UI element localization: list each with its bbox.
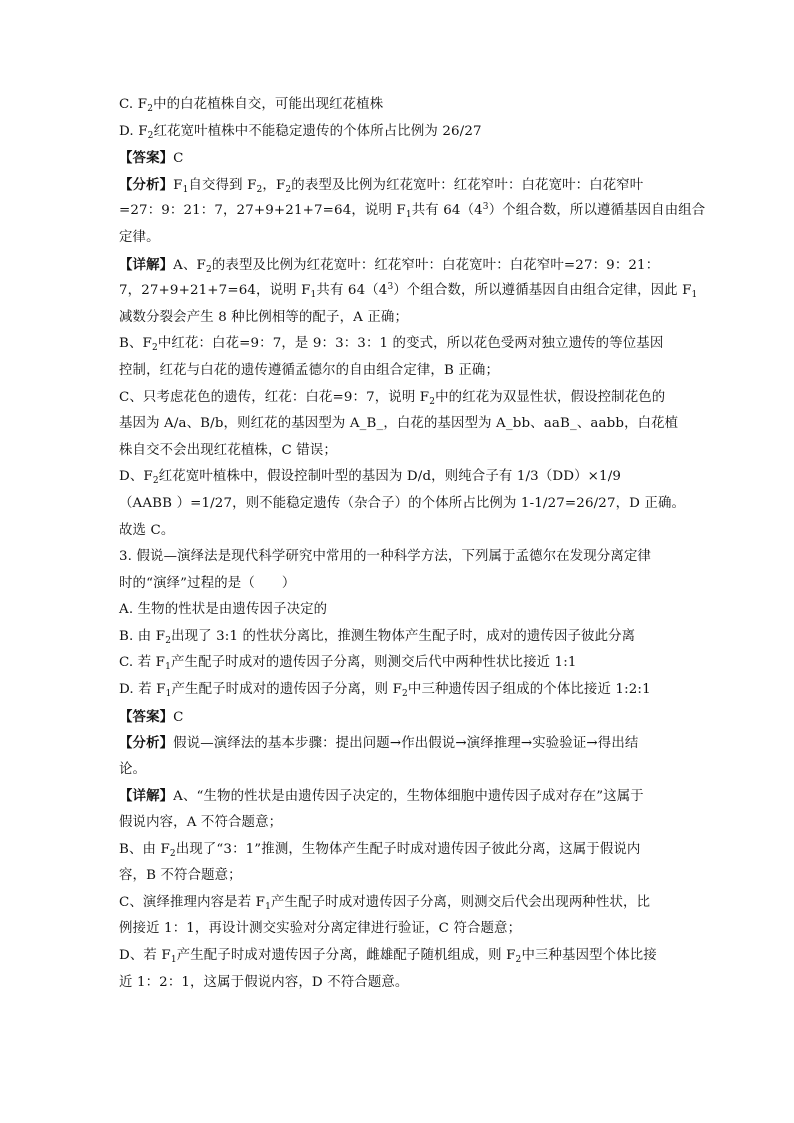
text-line (119, 970, 679, 997)
text-run: D、F (119, 469, 153, 485)
text-line (119, 438, 679, 465)
text-line (119, 677, 679, 704)
subscript: 1 (182, 184, 189, 195)
text-run: 中的白花植株自交，可能出现红花植株 (153, 97, 384, 112)
text-run: ）个组合数，所以遵循基因自由组合定律，因此 F (393, 283, 692, 299)
subscript: 2 (152, 476, 159, 487)
subscript: 1 (265, 901, 271, 912)
subscript: 2 (429, 396, 436, 407)
text-run: 共有 64（4 (316, 283, 388, 299)
text-line (119, 650, 679, 677)
text-line (119, 837, 679, 864)
text-line (119, 916, 679, 943)
text-line (119, 225, 679, 252)
text-run: 容，B 不符合题意； (119, 868, 242, 884)
subscript: 1 (165, 689, 172, 700)
text-run: 7，27+9+21+7=64，说明 F (119, 283, 311, 299)
text-run: 论。 (119, 761, 147, 777)
text-run: 中红花：白花=9：7，是 9：3：3：1 的变式，所以花色受两对独立遗传的等位基因 (157, 336, 664, 352)
text-line (119, 624, 679, 651)
text-line (119, 810, 679, 837)
text-run: 定律。 (119, 229, 160, 245)
text-run: C、只考虑花色的遗传，红花：白花=9：7，说明 F (119, 389, 430, 405)
subscript: 1 (170, 955, 177, 965)
subscript: 2 (285, 184, 292, 195)
text-line (119, 571, 679, 598)
section-label: 【详解】 (119, 788, 174, 805)
text-line (119, 544, 679, 571)
text-run: 中三种遗传因子组成的个体比接近 1:2:1 (407, 682, 651, 698)
section-label: 【分析】 (119, 735, 174, 752)
text-line (119, 464, 679, 491)
text-run: 例接近 1：1，再设计测交实验对分离定律进行验证，C 符合题意； (119, 921, 522, 937)
text-run: A. 生物的性状是由遗传因子决定的 (119, 602, 328, 618)
text-run: D. 若 F (119, 682, 166, 698)
subscript: 2 (169, 848, 176, 859)
text-run: A、“生物的性状是由遗传因子决定的，生物体细胞中遗传因子成对存在”这属于 (173, 789, 644, 805)
text-run: C. F (119, 97, 148, 112)
section-label: 【分析】 (119, 176, 174, 193)
text-line (119, 305, 679, 332)
subscript: 2 (256, 184, 263, 195)
text-run: 控制，红花与白花的遗传遵循孟德尔的自由组合定律，B 正确； (119, 362, 499, 378)
text-run: 假说—演绎法的基本步骤：提出问题→作出假说→演绎推理→实验验证→得出结 (173, 736, 639, 752)
text-line (119, 331, 679, 358)
subscript: 2 (402, 689, 408, 700)
text-run: 红花宽叶植株中不能稳定遗传的个体所占比例为 26/27 (153, 123, 482, 139)
text-run: 产生配子时成对遗传因子分离，雌雄配子随机组成，则 F (176, 948, 516, 963)
text-run: 出现了“3：1”推测，生物体产生配子时成对遗传因子彼此分离，这属于假说内 (175, 841, 641, 857)
text-run: A、F (173, 257, 206, 273)
text-line (119, 145, 679, 172)
subscript: 1 (405, 210, 412, 221)
text-line (119, 943, 679, 970)
text-line (119, 783, 679, 810)
text-line (119, 704, 679, 731)
text-run: 的表型及比例为红花宽叶：红花窄叶：白花宽叶：白花窄叶=27：9：21： (211, 257, 660, 273)
text-run: （AABB ）=1/27，则不能稳定遗传（杂合子）的个体所占比例为 1-1/27=26/27，D 正确。 (119, 495, 686, 511)
text-run: 产生配子时成对的遗传因子分离，则 F (171, 682, 403, 698)
subscript: 1 (310, 290, 317, 301)
section-label: 【答案】 (119, 150, 174, 167)
text-run: 基因为 A/a、B/b，则红花的基因型为 A_B_，白花的基因型为 A_bb、aaB_、aabb，白花植 (119, 416, 679, 432)
superscript: 3 (482, 202, 489, 213)
text-run: B、F (119, 336, 152, 352)
superscript: 3 (387, 282, 394, 293)
text-run: D. F (119, 123, 148, 139)
text-run: B、由 F (119, 841, 170, 857)
subscript: 2 (147, 130, 154, 141)
text-run: C (173, 709, 184, 725)
text-run: 假说内容，A 不符合题意； (119, 815, 283, 831)
text-line (119, 252, 679, 279)
text-line (119, 119, 679, 146)
text-line (119, 757, 679, 784)
text-run: 的表型及比例为红花宽叶：红花窄叶：白花宽叶：白花窄叶 (291, 177, 644, 193)
text-run: ）个组合数，所以遵循基因自由组合 (488, 203, 706, 219)
text-line (119, 518, 679, 545)
text-run: 产生配子时成对的遗传因子分离，则测交后代中两种性状比接近 1:1 (171, 655, 577, 671)
subscript: 2 (515, 955, 522, 965)
text-line (119, 491, 686, 518)
text-run: 产生配子时成对遗传因子分离，则测交后代会出现两种性状，比 (271, 894, 651, 910)
text-line (119, 278, 698, 305)
text-run: 出现了 3:1 的性状分离比，推测生物体产生配子时，成对的遗传因子彼此分离 (171, 628, 636, 644)
text-line (119, 863, 679, 890)
text-run: F (173, 177, 183, 193)
text-run: 时的“演绎”过程的是（ ） (119, 575, 296, 591)
section-label: 【详解】 (119, 256, 174, 273)
subscript: 1 (691, 290, 698, 301)
subscript: 2 (147, 104, 154, 114)
text-run: D、若 F (119, 948, 171, 963)
text-line (119, 198, 706, 225)
section-label: 【答案】 (119, 708, 174, 725)
text-run: 故选 C。 (119, 522, 175, 538)
text-line (119, 730, 679, 757)
subscript: 1 (165, 662, 172, 673)
text-run: C. 若 F (119, 655, 166, 671)
text-line (119, 92, 679, 119)
text-line (119, 385, 679, 412)
text-line (119, 358, 679, 385)
text-line (119, 597, 679, 624)
text-run: 株自交不会出现红花植株，C 错误； (119, 442, 337, 458)
text-run: 共有 64（4 (411, 203, 483, 219)
text-run: ，F (262, 177, 286, 193)
subscript: 2 (165, 635, 172, 646)
text-line (119, 890, 679, 917)
text-run: 3. 假说—演绎法是现代科学研究中常用的一种科学方法，下列属于孟德尔在发现分离定律 (119, 549, 652, 565)
text-run: 减数分裂会产生 8 种比例相等的配子，A 正确； (119, 309, 408, 325)
subscript: 2 (151, 343, 158, 354)
text-run: 自交得到 F (188, 177, 257, 193)
text-run: 近 1：2：1，这属于假说内容，D 不符合题意。 (119, 974, 409, 990)
text-run: =27：9：21：7，27+9+21+7=64，说明 F (119, 203, 406, 219)
text-line (119, 172, 679, 199)
text-line (119, 411, 679, 438)
text-run: 中的红花为双显性状，假设控制花色的 (435, 389, 666, 405)
text-run: B. 由 F (119, 628, 166, 644)
text-run: C、演绎推理内容是若 F (119, 894, 266, 910)
text-run: 红花宽叶植株中，假设控制叶型的基因为 D/d，则纯合子有 1/3（DD）×1/9 (158, 469, 622, 485)
text-run: 中三种基因型个体比接 (521, 948, 657, 963)
text-run: C (173, 151, 184, 167)
subscript: 2 (205, 264, 212, 275)
document-page (119, 92, 706, 996)
